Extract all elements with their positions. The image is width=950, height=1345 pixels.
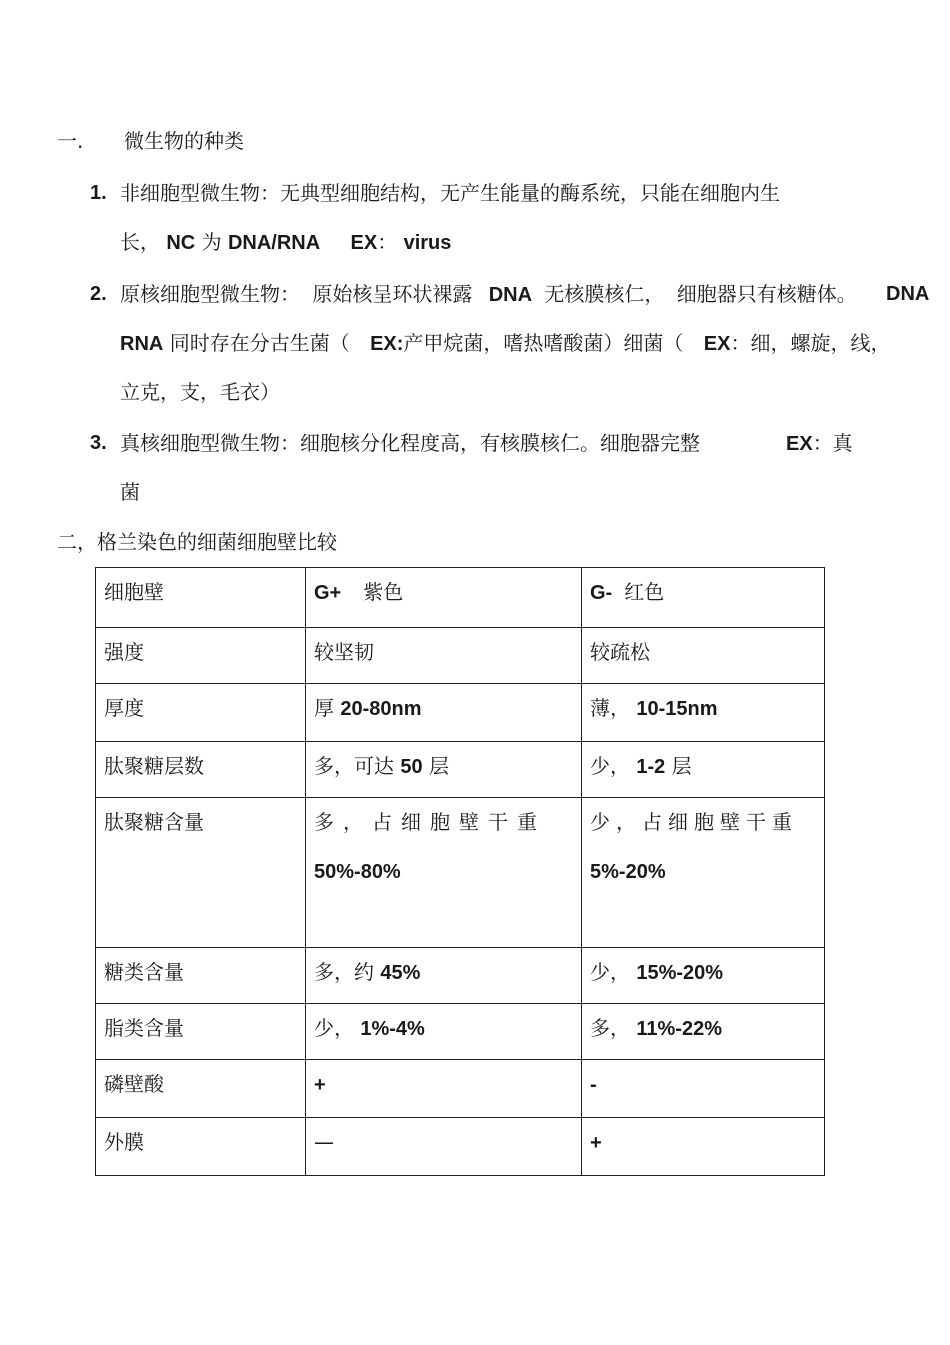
cell-wall-comparison-table — [95, 567, 825, 1176]
row-label-text: 肽聚糖含量 — [104, 810, 204, 834]
gp-value — [306, 1060, 582, 1118]
table-row — [96, 742, 825, 798]
gp-sign: + — [314, 1074, 326, 1096]
item3-colon: ：真 — [812, 431, 853, 455]
gp-value — [306, 684, 582, 742]
gn-text: 较疏松 — [590, 640, 650, 664]
item2-rna: RNA — [120, 333, 164, 355]
table-row — [96, 684, 825, 742]
gn-text: 少，占细胞壁干重 — [590, 810, 798, 834]
gn-text: 多， — [590, 1016, 630, 1040]
gp-number: 50 — [400, 756, 423, 778]
item1-line2 — [120, 228, 451, 257]
gn-number: 1-2 — [636, 756, 666, 778]
gn-text: 薄， — [590, 696, 630, 720]
item2-ex2: EX — [703, 333, 731, 355]
row-label-text: 厚度 — [104, 696, 144, 720]
row-label — [96, 948, 306, 1004]
header-gn-text: 红色 — [624, 580, 665, 604]
row-label — [96, 798, 306, 948]
item2-number: 2. — [90, 283, 107, 305]
row-label-text: 外膜 — [104, 1130, 144, 1154]
table-row — [96, 1118, 825, 1176]
item1-dna-rna: DNA/RNA — [227, 232, 321, 254]
gp-text: 少， — [314, 1016, 354, 1040]
gn-text: 少， — [590, 960, 630, 984]
item2-text-a: 原核细胞型微生物： — [120, 282, 300, 306]
item2-text-e: 同时存在分古生菌（ — [169, 331, 350, 355]
table-row — [96, 948, 825, 1004]
item2-line3: 立克，支，毛衣） — [120, 380, 280, 404]
row-label — [96, 1004, 306, 1060]
gn-number: 11%-22% — [636, 1018, 722, 1040]
gp-number: 1%-4% — [360, 1018, 425, 1040]
item3-ex: EX — [786, 433, 813, 455]
item2-text-d: 细胞器只有核糖体。 — [676, 282, 857, 306]
item1-colon: ： — [377, 230, 398, 254]
gp-value — [306, 1118, 582, 1176]
item2-dna: DNA — [488, 284, 533, 306]
item3-ex-group — [786, 429, 853, 458]
item2-line1 — [120, 280, 857, 309]
item2-text-f: 产甲烷菌，嗜热嗜酸菌）细菌（ — [403, 331, 684, 355]
gn-text: 少， — [590, 754, 630, 778]
gn-sign: + — [590, 1132, 602, 1154]
item1-nc: NC — [166, 232, 196, 254]
gp-text: 厚 — [314, 696, 334, 720]
gp-number: 50%-80% — [314, 861, 401, 883]
section1-number: 一. — [57, 129, 84, 153]
header-gp-text: 紫色 — [363, 580, 404, 604]
gn-number: 5%-20% — [590, 861, 666, 883]
header-cell-wall — [96, 568, 306, 628]
gp-number: 20-80nm — [340, 698, 422, 720]
item2-ex: EX: — [370, 333, 404, 355]
gn-value — [582, 948, 825, 1004]
gn-value — [582, 628, 825, 684]
row-label — [96, 628, 306, 684]
header-gp-code: G+ — [314, 582, 342, 604]
item3-number: 3. — [90, 432, 107, 454]
item1-ex: EX — [350, 232, 378, 254]
item1-text-b: 为 — [201, 230, 222, 254]
item1-line1: 非细胞型微生物：无典型细胞结构，无产生能量的酶系统，只能在细胞内生 — [120, 181, 780, 205]
gn-unit: 层 — [671, 754, 692, 778]
gp-value — [306, 742, 582, 798]
item2-line2 — [120, 329, 890, 358]
section2-title: 二，格兰染色的细菌细胞壁比较 — [57, 530, 337, 554]
table-row — [96, 1060, 825, 1118]
gp-value — [306, 798, 582, 948]
gp-text: 多，约 — [314, 960, 374, 984]
gn-sign: - — [590, 1074, 597, 1096]
item2-text-c: 无核膜核仁， — [544, 282, 665, 306]
item2-text-g: ：细，螺旋，线， — [730, 331, 891, 355]
header-gram-positive — [306, 568, 582, 628]
item1-text-a: 长， — [120, 230, 160, 254]
row-label-text: 脂类含量 — [104, 1016, 184, 1040]
gp-value — [306, 948, 582, 1004]
table-row — [96, 628, 825, 684]
row-label — [96, 1118, 306, 1176]
header-gn-code: G- — [590, 582, 613, 604]
gn-number: 10-15nm — [636, 698, 718, 720]
item3-line2: 菌 — [120, 480, 140, 504]
item1-virus: virus — [403, 232, 452, 254]
row-label — [96, 684, 306, 742]
section1-title: 微生物的种类 — [124, 129, 244, 153]
gp-text: 多，可达 — [314, 754, 394, 778]
gn-value — [582, 1004, 825, 1060]
item1-number: 1. — [90, 182, 107, 204]
gn-value — [582, 742, 825, 798]
header-gram-negative — [582, 568, 825, 628]
row-label-text: 糖类含量 — [104, 960, 184, 984]
row-label-text: 肽聚糖层数 — [104, 754, 204, 778]
gn-value — [582, 684, 825, 742]
row-label-text: 强度 — [104, 640, 144, 664]
item2-text-b: 原始核呈环状裸露 — [312, 282, 473, 306]
item3-line1: 真核细胞型微生物：细胞核分化程度高，有核膜核仁。细胞器完整 — [120, 431, 700, 455]
row-label-text: 磷壁酸 — [104, 1072, 164, 1096]
gp-unit: 层 — [428, 754, 449, 778]
gp-value — [306, 1004, 582, 1060]
table-row — [96, 798, 825, 948]
gn-value — [582, 1118, 825, 1176]
row-label — [96, 742, 306, 798]
gp-text: 多，占细胞壁干重 — [314, 810, 546, 834]
gp-value — [306, 628, 582, 684]
table-header-row — [96, 568, 825, 628]
table-row — [96, 1004, 825, 1060]
gn-value — [582, 798, 825, 948]
gp-number: 45% — [380, 962, 421, 984]
gn-value — [582, 1060, 825, 1118]
header-label: 细胞壁 — [104, 580, 164, 604]
row-label — [96, 1060, 306, 1118]
gn-number: 15%-20% — [636, 962, 724, 984]
item2-dna2: DNA — [886, 283, 930, 305]
gp-text: 较坚韧 — [314, 640, 374, 664]
gp-dash: — — [314, 1130, 334, 1154]
